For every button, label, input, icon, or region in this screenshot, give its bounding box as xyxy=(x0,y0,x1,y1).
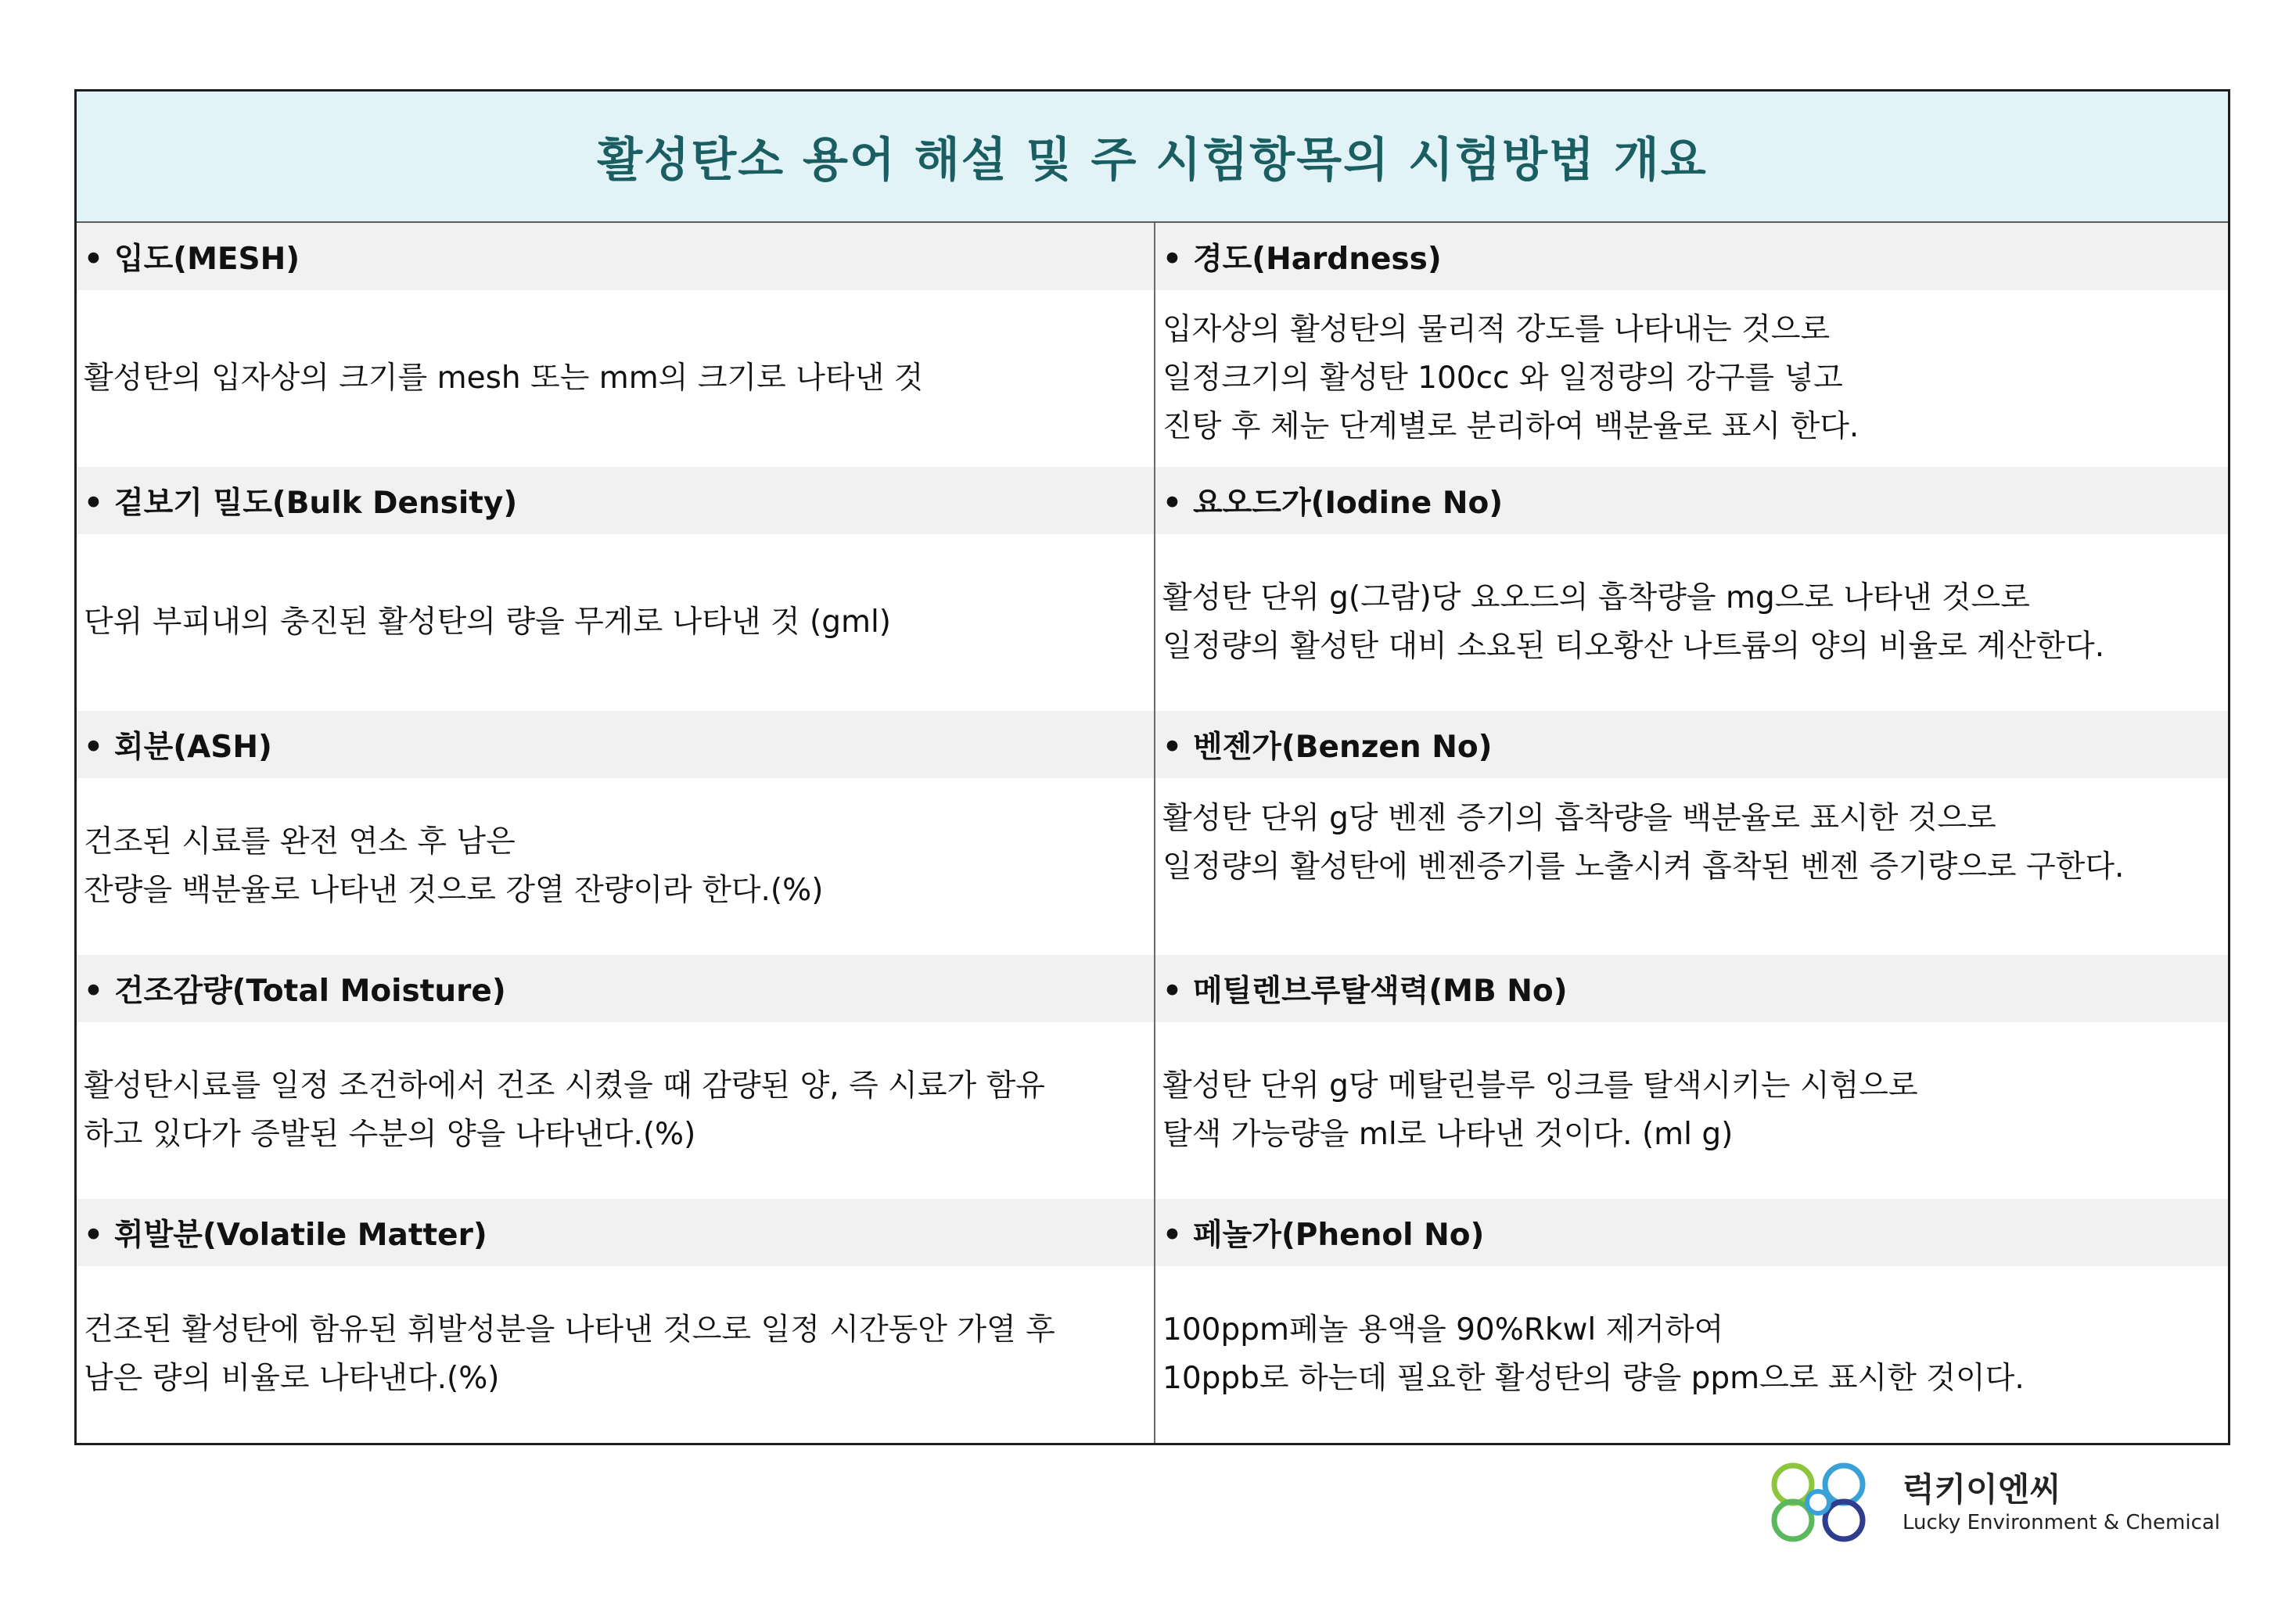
bullet-icon: • xyxy=(1162,486,1182,521)
bullet-icon: • xyxy=(84,486,103,521)
term-description-cell xyxy=(1154,778,2228,955)
term-heading-cell xyxy=(77,467,1154,534)
term-description-cell xyxy=(77,1266,1154,1443)
term-heading-cell xyxy=(1154,955,2228,1022)
term-heading: • 입도(MESH) xyxy=(84,242,300,277)
bullet-icon: • xyxy=(84,974,103,1009)
term-heading: • 페놀가(Phenol No) xyxy=(1162,1218,1485,1253)
logo-company-subtitle: Lucky Environment & Chemical xyxy=(1903,1511,2221,1534)
page-title: 활성탄소 용어 해설 및 주 시험항목의 시험방법 개요 xyxy=(597,133,1708,188)
term-heading: • 회분(ASH) xyxy=(84,730,272,765)
bullet-icon: • xyxy=(84,1218,103,1253)
term-description: 건조된 시료를 완전 연소 후 남은 잔량을 백분율로 나타낸 것으로 강열 잔량이라 한다.(%) xyxy=(84,824,824,908)
term-description: 단위 부피내의 충진된 활성탄의 량을 무게로 나타낸 것 (gml) xyxy=(84,605,892,640)
term-description: 활성탄시료를 일정 조건하에서 건조 시켰을 때 감량된 양, 즉 시료가 함유 하고 있다가 증발된 수분의 양을 나타낸다.(%) xyxy=(84,1068,1045,1152)
company-logo xyxy=(1758,1459,2227,1545)
term-heading-cell xyxy=(77,1199,1154,1266)
term-heading: • 벤젠가(Benzen No) xyxy=(1162,730,1493,765)
bullet-icon: • xyxy=(84,242,103,277)
term-heading-cell xyxy=(77,223,1154,290)
term-heading-cell xyxy=(1154,1199,2228,1266)
term-description: 건조된 활성탄에 함유된 휘발성분을 나타낸 것으로 일정 시간동안 가열 후 남은 량의 비율로 나타낸다.(%) xyxy=(84,1312,1055,1396)
logo-company-name: 럭키이엔씨 xyxy=(1903,1470,2061,1509)
term-heading-cell xyxy=(77,711,1154,778)
term-description: 활성탄 단위 g(그람)당 요오드의 흡착량을 mg으로 나타낸 것으로 일정량의 활성탄 대비 소요된 티오황산 나트륨의 양의 비율로 계산한다. xyxy=(1162,580,2105,664)
term-description: 활성탄 단위 g당 메탈린블루 잉크를 탈색시키는 시험으로 탈색 가능량을 ml로 나타낸 것이다. (ml g) xyxy=(1162,1068,1918,1152)
term-description-cell xyxy=(77,534,1154,711)
term-heading: • 경도(Hardness) xyxy=(1162,242,1442,277)
title-bar xyxy=(77,92,2228,223)
clover-rings-logo-icon xyxy=(1758,1459,1879,1545)
bullet-icon: • xyxy=(1162,730,1182,765)
term-description: 입자상의 활성탄의 물리적 강도를 나타내는 것으로 일정크기의 활성탄 100cc 와 일정량의 강구를 넣고 진탕 후 체눈 단계별로 분리하여 백분율로 표시 한다. xyxy=(1162,312,1859,444)
term-description-cell xyxy=(1154,290,2228,467)
bullet-icon: • xyxy=(1162,1218,1182,1253)
term-heading: • 휘발분(Volatile Matter) xyxy=(84,1218,487,1253)
term-description-cell xyxy=(1154,534,2228,711)
term-heading: • 겉보기 밀도(Bulk Density) xyxy=(84,486,518,521)
term-description-cell xyxy=(77,290,1154,467)
term-heading-cell xyxy=(77,955,1154,1022)
bullet-icon: • xyxy=(84,730,103,765)
term-description: 100ppm페놀 용액을 90%Rkwl 제거하여 10ppb로 하는데 필요한 활성탄의 량을 ppm으로 표시한 것이다. xyxy=(1162,1312,2025,1396)
bullet-icon: • xyxy=(1162,974,1182,1009)
term-heading: • 건조감량(Total Moisture) xyxy=(84,974,506,1009)
term-description-cell xyxy=(1154,1022,2228,1199)
term-description: 활성탄의 입자상의 크기를 mesh 또는 mm의 크기로 나타낸 것 xyxy=(84,361,924,396)
term-heading: • 요오드가(Iodine No) xyxy=(1162,486,1504,521)
bullet-icon: • xyxy=(1162,242,1182,277)
term-description-cell xyxy=(77,1022,1154,1199)
term-heading-cell xyxy=(1154,223,2228,290)
term-description-cell xyxy=(77,778,1154,955)
term-heading-cell xyxy=(1154,467,2228,534)
term-heading: • 메틸렌브루탈색력(MB No) xyxy=(1162,974,1568,1009)
document-sheet xyxy=(74,89,2230,1445)
term-table xyxy=(77,223,2228,1443)
term-heading-cell xyxy=(1154,711,2228,778)
term-description: 활성탄 단위 g당 벤젠 증기의 흡착량을 백분율로 표시한 것으로 일정량의 활성탄에 벤젠증기를 노출시켜 흡착된 벤젠 증기량으로 구한다. xyxy=(1162,801,2125,885)
term-description-cell xyxy=(1154,1266,2228,1443)
